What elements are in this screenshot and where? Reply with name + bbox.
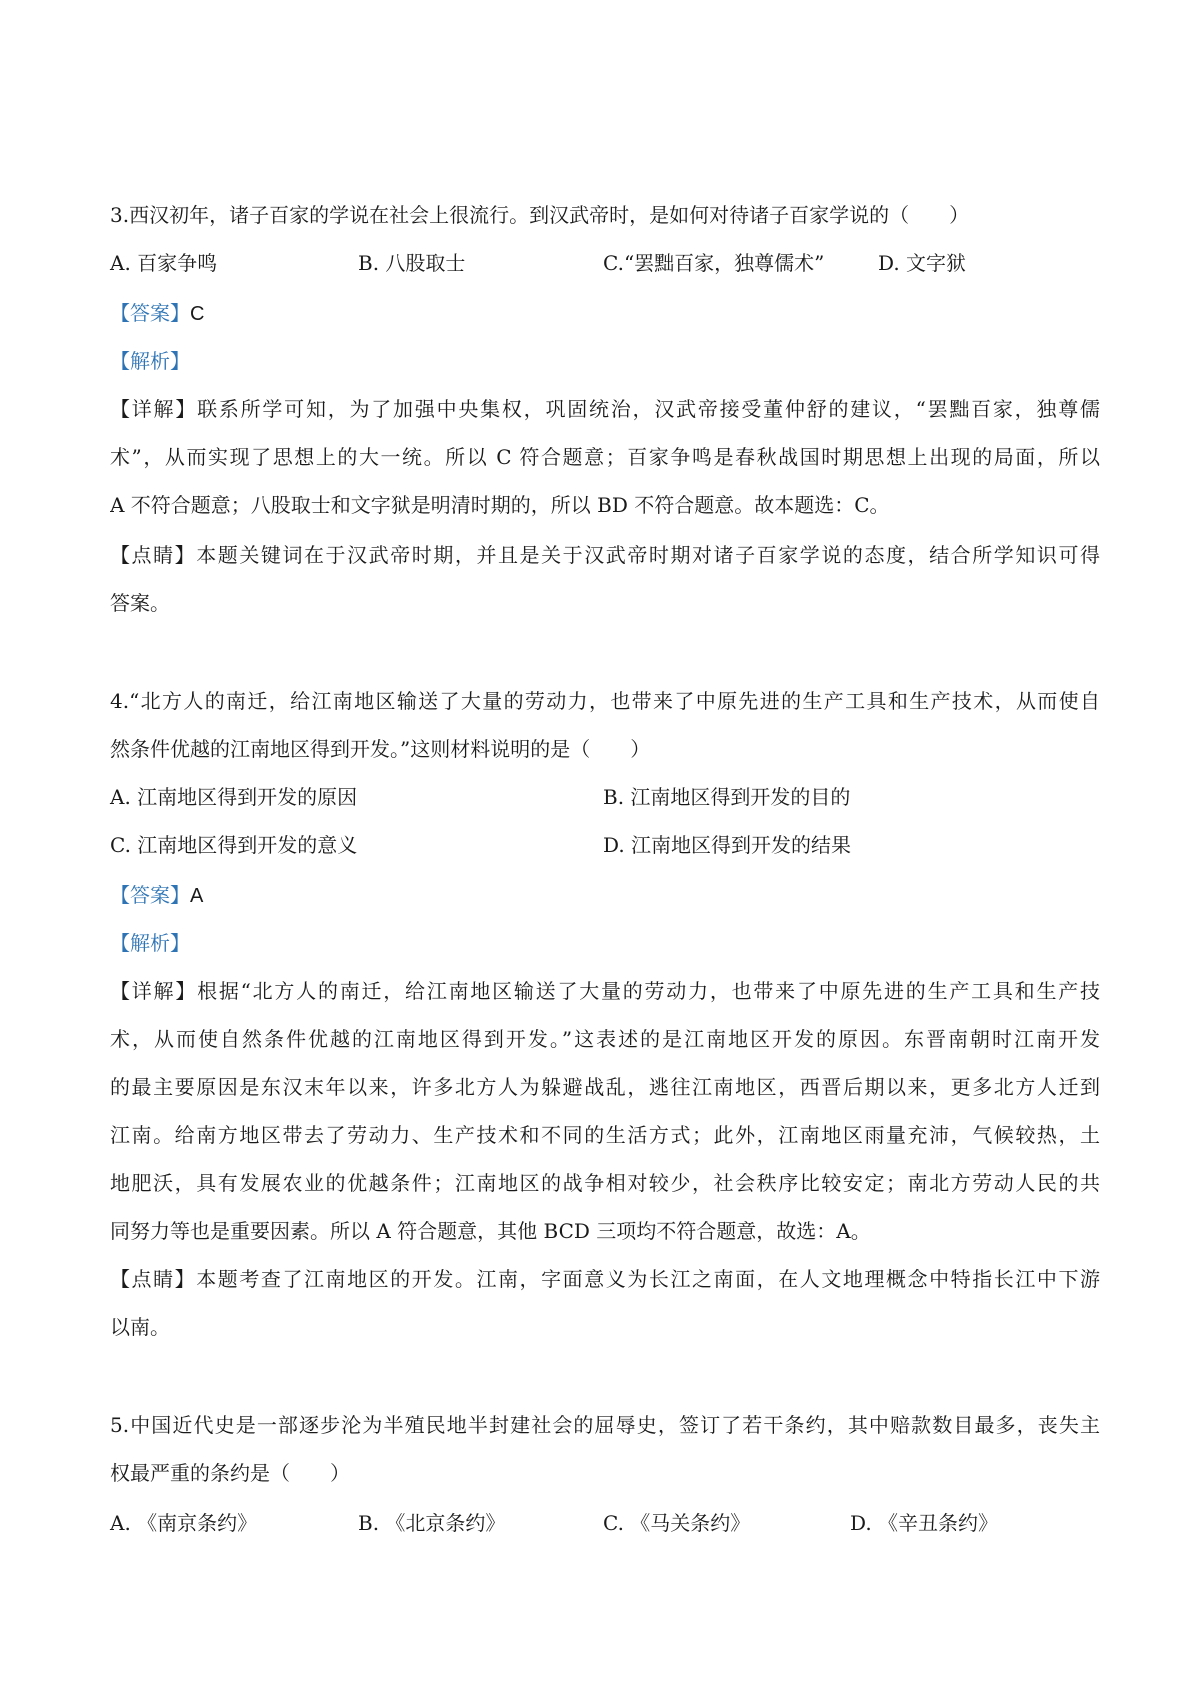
q4-detail-line-2: 术，从而使自然条件优越的江南地区得到开发。”这表述的是江南地区开发的原因。东晋南朝时江南开发 (110, 1027, 1100, 1051)
q4-detail-line-4: 江南。给南方地区带去了劳动力、生产技术和不同的生活方式；此外，江南地区雨量充沛，气候较热，土 (110, 1123, 1100, 1147)
q5-option-b: B. 《北京条约》 (358, 1511, 506, 1535)
q3-option-b: B. 八股取士 (358, 251, 466, 275)
q3-option-a: A. 百家争鸣 (110, 251, 218, 275)
q3-detail-line-3: A 不符合题意；八股取士和文字狱是明清时期的，所以 BD 不符合题意。故本题选：C。 (110, 493, 890, 517)
q5-option-c: C. 《马关条约》 (603, 1511, 751, 1535)
q3-stem: 3.西汉初年，诸子百家的学说在社会上很流行。到汉武帝时，是如何对待诸子百家学说的（ ） (110, 203, 970, 227)
q4-analysis-label: 【解析】 (110, 931, 190, 955)
q4-detail-line-6: 同努力等也是重要因素。所以 A 符合题意，其他 BCD 三项均不符合题意，故选：A。 (110, 1219, 871, 1243)
q4-answer (110, 880, 203, 911)
q4-detail-line-5: 地肥沃，具有发展农业的优越条件；江南地区的战争相对较少，社会秩序比较安定；南北方劳动人民的共 (110, 1171, 1100, 1195)
q4-stem-line-1: 4.“北方人的南迁，给江南地区输送了大量的劳动力，也带来了中原先进的生产工具和生产技术，从而使自 (110, 689, 1100, 713)
q4-note-line-2: 以南。 (110, 1315, 170, 1339)
q4-stem-line-2: 然条件优越的江南地区得到开发。”这则材料说明的是（ ） (110, 737, 651, 761)
q3-detail-line-2: 术”，从而实现了思想上的大一统。所以 C 符合题意；百家争鸣是春秋战国时期思想上出现的局面，所以 (110, 445, 1100, 469)
q3-option-c: C.“罢黜百家，独尊儒术” (603, 251, 825, 275)
answer-label: 【答案】 (110, 883, 190, 907)
answer-value: A (190, 885, 204, 907)
answer-label: 【答案】 (110, 301, 190, 325)
q4-detail-line-1: 【详解】根据“北方人的南迁，给江南地区输送了大量的劳动力，也带来了中原先进的生产工具和生产技 (110, 979, 1100, 1003)
q4-option-b: B. 江南地区得到开发的目的 (603, 785, 851, 809)
q3-analysis-label: 【解析】 (110, 349, 190, 373)
q3-detail-line-1: 【详解】联系所学可知，为了加强中央集权，巩固统治，汉武帝接受董仲舒的建议，“罢黜百家，独尊儒 (110, 397, 1100, 421)
q3-note-line-2: 答案。 (110, 591, 170, 615)
q5-option-a: A. 《南京条约》 (110, 1511, 258, 1535)
q4-option-a: A. 江南地区得到开发的原因 (110, 785, 358, 809)
q5-stem-line-2: 权最严重的条约是（ ） (110, 1461, 350, 1485)
q4-note-line-1: 【点睛】本题考查了江南地区的开发。江南，字面意义为长江之南面，在人文地理概念中特指长江中下游 (110, 1267, 1100, 1291)
q5-stem-line-1: 5.中国近代史是一部逐步沦为半殖民地半封建社会的屈辱史，签订了若干条约，其中赔款数目最多，丧失主 (110, 1413, 1100, 1437)
q3-answer (110, 298, 204, 329)
q4-option-c: C. 江南地区得到开发的意义 (110, 833, 358, 857)
q5-option-d: D. 《辛丑条约》 (850, 1511, 999, 1535)
q4-option-d: D. 江南地区得到开发的结果 (603, 833, 852, 857)
q3-option-d: D. 文字狱 (878, 251, 967, 275)
q3-note-line-1: 【点睛】本题关键词在于汉武帝时期，并且是关于汉武帝时期对诸子百家学说的态度，结合所学知识可得 (110, 543, 1100, 567)
answer-value: C (190, 303, 205, 325)
q4-detail-line-3: 的最主要原因是东汉末年以来，许多北方人为躲避战乱，逃往江南地区，西晋后期以来，更多北方人迁到 (110, 1075, 1100, 1099)
